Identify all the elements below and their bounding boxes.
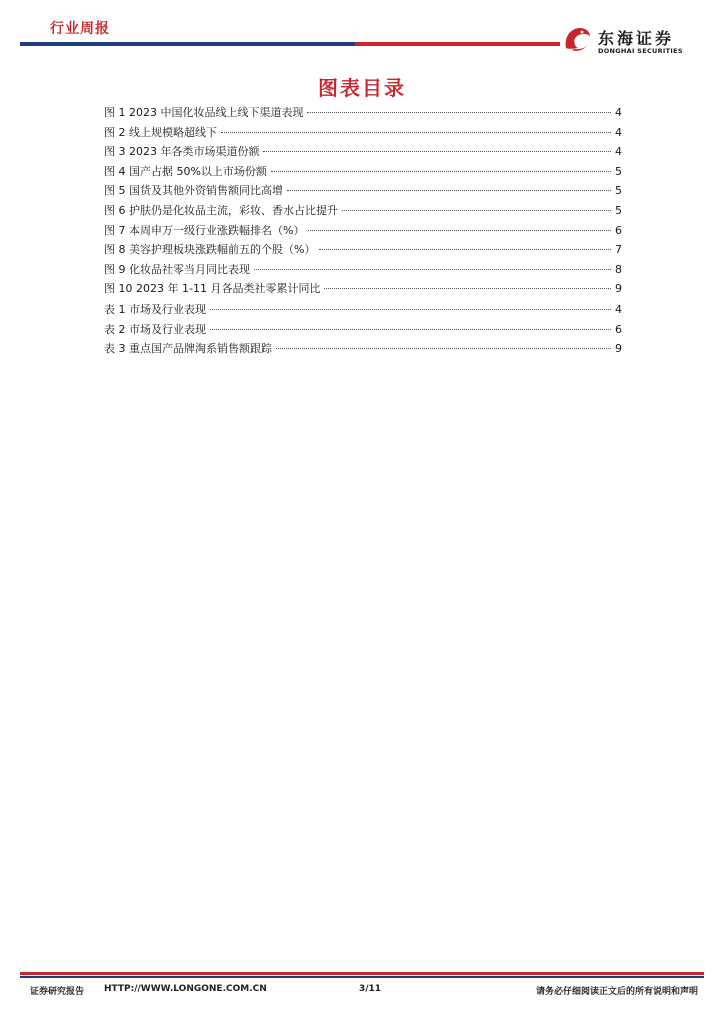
toc-entry-label: 图 8 美容护理板块涨跌幅前五的个股（%）: [104, 243, 316, 257]
toc-entry-figure-8[interactable]: [104, 241, 622, 261]
header-rule-red: [355, 42, 560, 46]
toc-entry-label: 图 9 化妆品社零当月同比表现: [104, 262, 250, 276]
toc-entry-page: 6: [615, 322, 622, 336]
company-logo: [560, 22, 710, 56]
toc-entry-page: 4: [615, 125, 622, 139]
dot-leader: [221, 132, 611, 133]
toc-entry-label: 图 7 本周申万一级行业涨跌幅排名（%）: [104, 223, 305, 237]
toc-entry-figure-6[interactable]: [104, 202, 622, 222]
dot-leader: [263, 151, 611, 152]
logo-english-name: DONGHAI SECURITIES: [598, 47, 683, 55]
toc-entry-page: 4: [615, 106, 622, 119]
logo-chinese-name: 东海证券: [598, 29, 675, 48]
toc-entry-page: 4: [615, 145, 622, 159]
dot-leader: [271, 171, 611, 172]
toc-entry-figure-7[interactable]: [104, 222, 622, 242]
dot-leader: [276, 348, 611, 349]
toc-entry-page: 7: [615, 243, 622, 257]
dot-leader: [342, 210, 611, 211]
toc-entry-label: 图 10 2023 年 1-11 月各品类社零累计同比: [104, 282, 321, 296]
toc-entry-figure-10[interactable]: [104, 280, 622, 300]
toc-entry-label: 图 5 国货及其他外资销售额同比高增: [104, 184, 283, 198]
toc-entry-label: 表 3 重点国产品牌淘系销售额跟踪: [104, 342, 272, 356]
dot-leader: [324, 288, 611, 289]
footer-rule-red: [20, 972, 704, 975]
footer-page-number: 3/11: [358, 984, 382, 994]
toc-entry-figure-5[interactable]: [104, 182, 622, 202]
toc-entry-label: 表 1 市场及行业表现: [104, 303, 206, 316]
report-type-tag: 行业周报: [50, 21, 110, 37]
footer-report-label: 证券研究报告: [30, 987, 85, 997]
dot-leader: [307, 112, 611, 113]
toc-entry-page: 5: [615, 184, 622, 198]
toc-entry-page: 5: [615, 203, 622, 217]
toc-entry-figure-2[interactable]: [104, 124, 622, 144]
toc-entry-table-1[interactable]: [104, 301, 622, 321]
toc-entry-label: 图 3 2023 年各类市场渠道份额: [104, 145, 260, 159]
toc-entry-table-2[interactable]: [104, 321, 622, 341]
dot-leader: [319, 249, 611, 250]
dot-leader: [287, 190, 611, 191]
toc-entry-figure-4[interactable]: [104, 163, 622, 183]
toc-entry-figure-3[interactable]: [104, 143, 622, 163]
dot-leader: [308, 230, 611, 231]
toc-entry-figure-1[interactable]: [104, 104, 622, 124]
toc-entry-page: 5: [615, 164, 622, 178]
table-list: [104, 301, 622, 360]
figure-list: [104, 104, 622, 300]
toc-entry-label: 图 2 线上规模略超线下: [104, 125, 217, 139]
toc-entry-page: 6: [615, 223, 622, 237]
footer-website-link[interactable]: HTTP://WWW.LONGONE.COM.CN: [104, 984, 267, 994]
toc-entry-figure-9[interactable]: [104, 261, 622, 281]
footer-disclaimer: 请务必仔细阅读正文后的所有说明和声明: [535, 987, 698, 997]
toc-entry-label: 图 6 护肤仍是化妆品主流，彩妆、香水占比提升: [104, 203, 338, 217]
footer-rule-blue: [20, 976, 704, 978]
toc-entry-page: 9: [615, 282, 622, 296]
toc-entry-page: 9: [615, 342, 622, 356]
dragon-logo-icon: [560, 22, 594, 56]
dot-leader: [210, 329, 611, 330]
header-rule-blue: [20, 42, 355, 46]
dot-leader: [210, 309, 611, 310]
toc-entry-table-3[interactable]: [104, 340, 622, 360]
toc-entry-label: 图 4 国产占据 50%以上市场份额: [104, 164, 267, 178]
toc-entry-label: 表 2 市场及行业表现: [104, 322, 206, 336]
toc-entry-page: 4: [615, 303, 622, 316]
toc-entry-label: 图 1 2023 中国化妆品线上线下渠道表现: [104, 106, 304, 119]
toc-entry-page: 8: [615, 262, 622, 276]
dot-leader: [254, 269, 611, 270]
page-title: 图表目录: [318, 76, 406, 100]
